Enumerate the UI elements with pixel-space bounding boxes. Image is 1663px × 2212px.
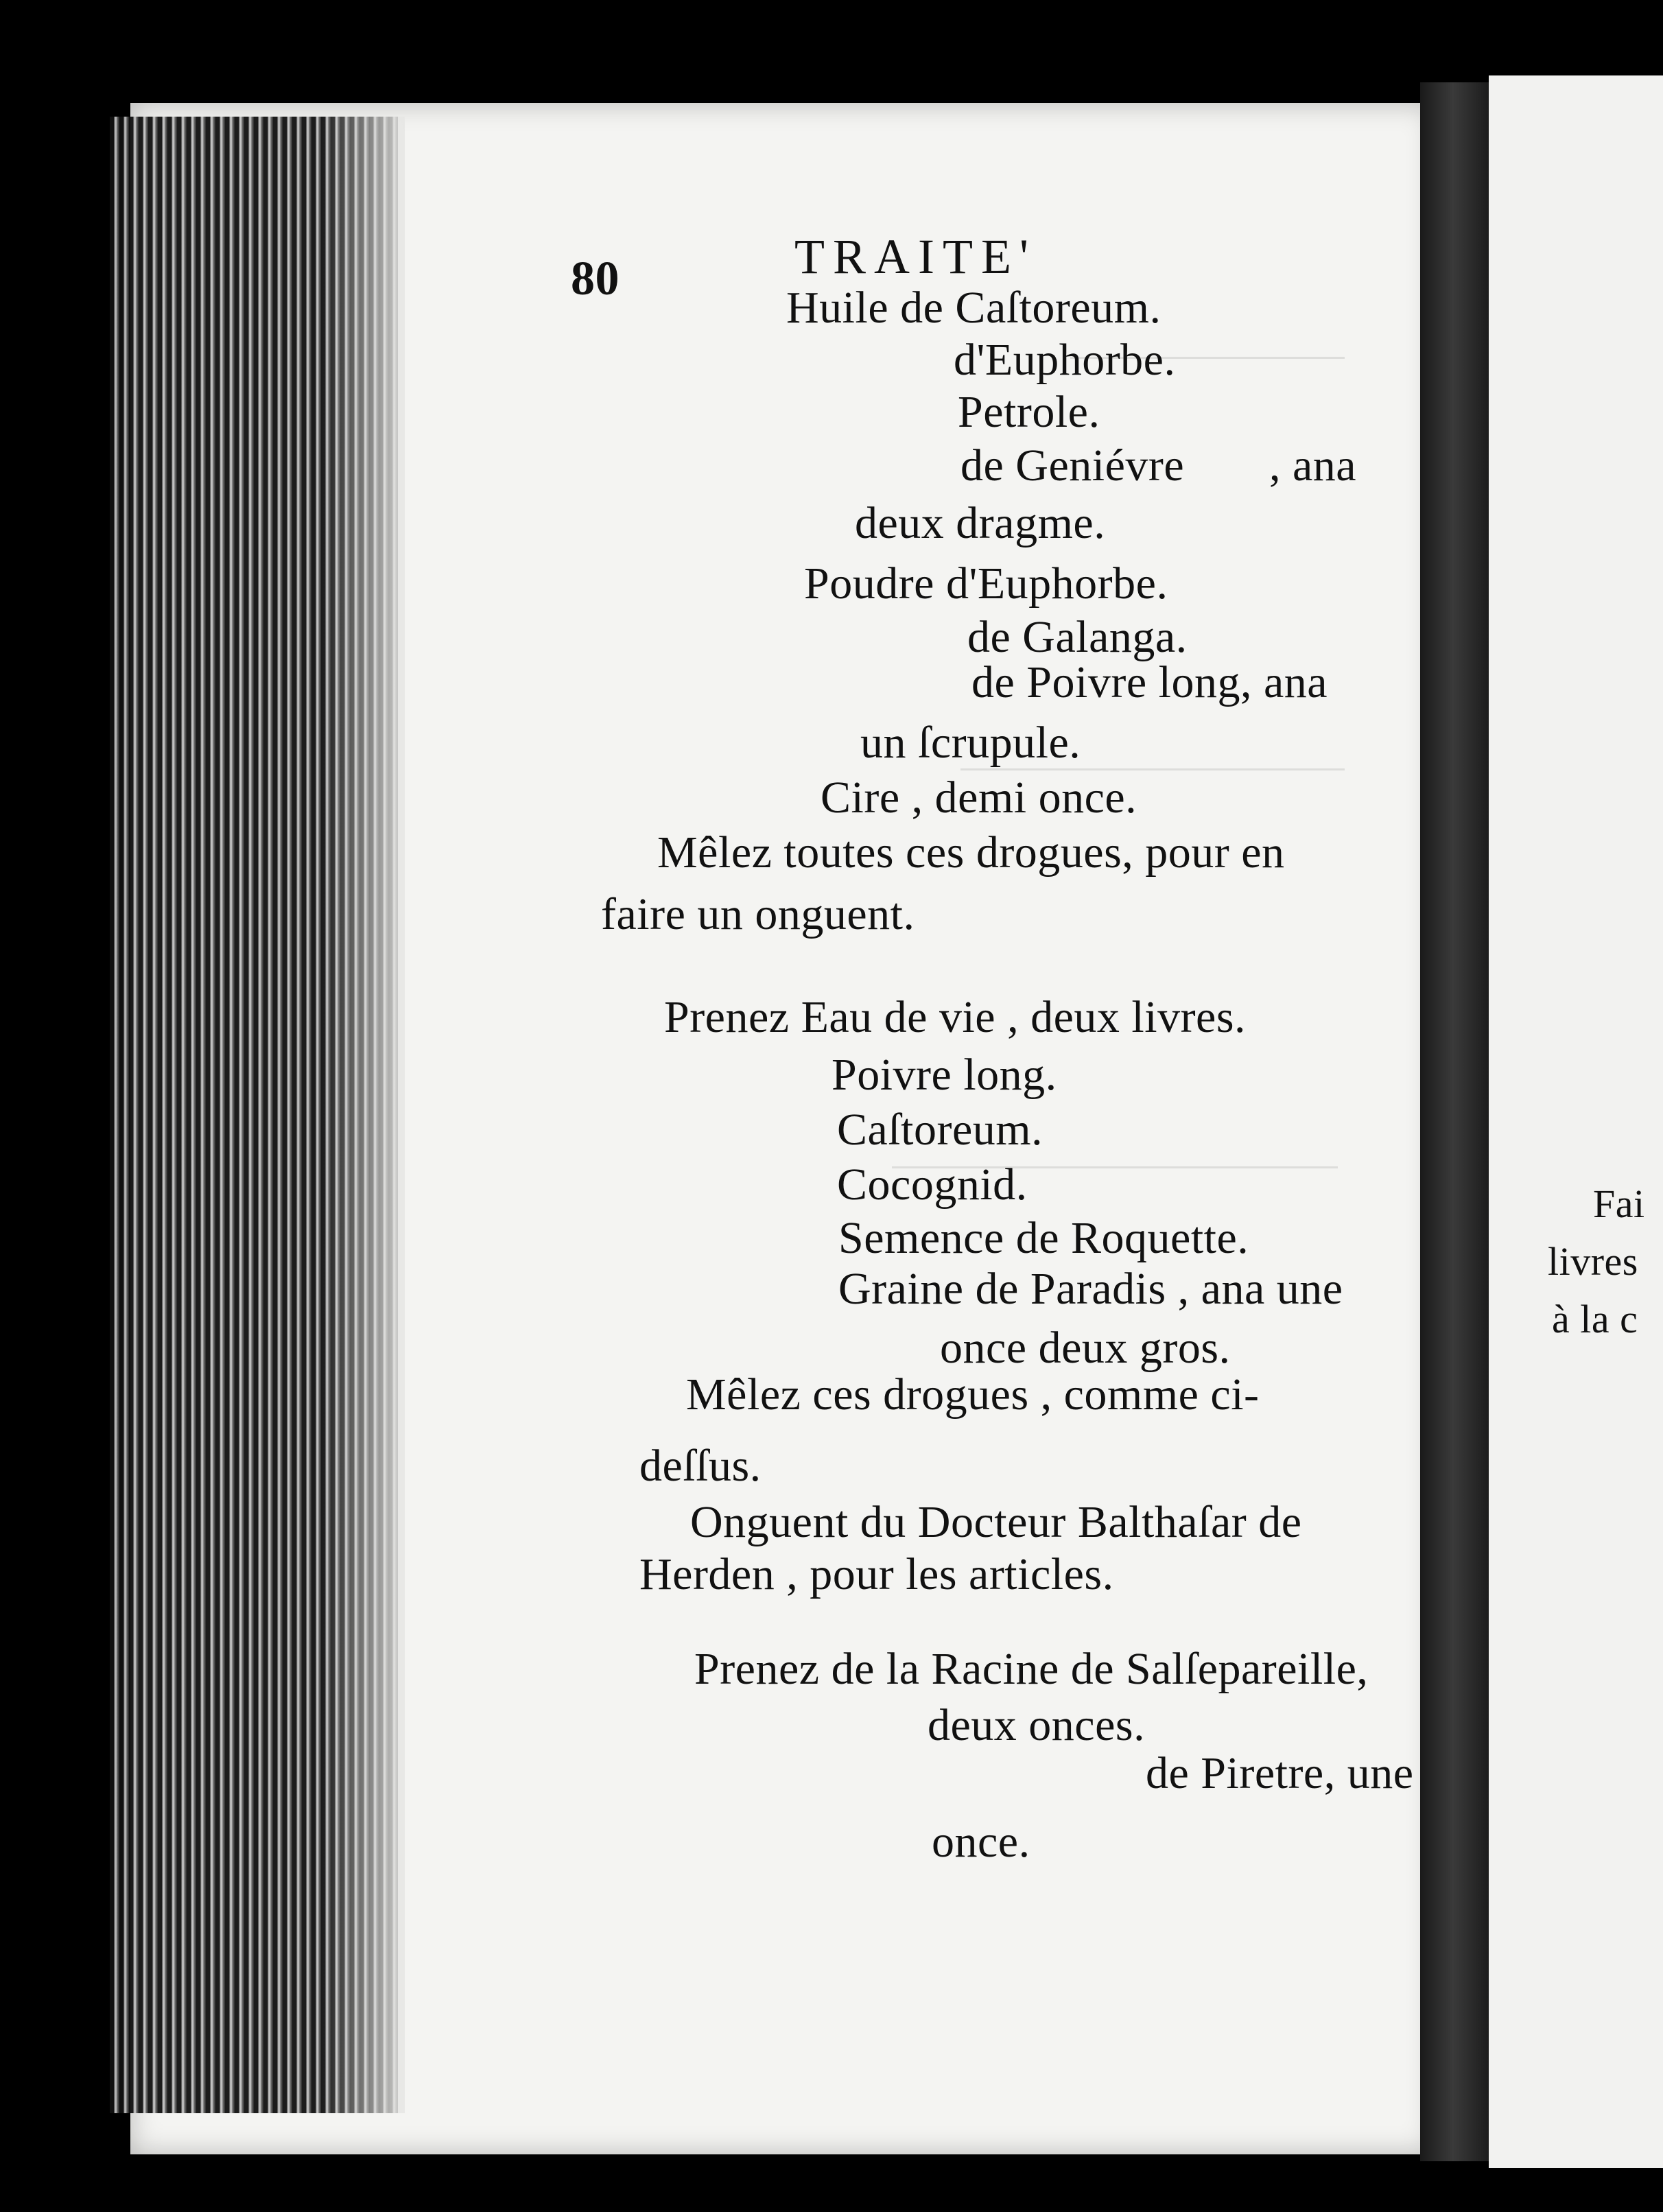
text-line: d'Euphorbe. (954, 335, 1176, 385)
text-line: Onguent du Docteur Balthaſar de (690, 1497, 1302, 1547)
text-line: deſſus. (639, 1441, 762, 1491)
text-line: de Piretre, une (1146, 1748, 1414, 1798)
text-line: Graine de Paradis , ana une (838, 1264, 1343, 1314)
text-line: once deux gros. (940, 1323, 1231, 1373)
text-line: Prenez de la Racine de Salſepareille, (694, 1644, 1369, 1694)
text-line: deux onces. (928, 1700, 1146, 1750)
text-line: once. (932, 1817, 1030, 1867)
text-line: Herden , pour les articles. (639, 1549, 1114, 1599)
text-line: Petrole. (958, 387, 1100, 437)
right-page-fragment: livres (1548, 1239, 1638, 1284)
edge-shadow (322, 117, 405, 2113)
text-line: Caſtoreum. (837, 1105, 1043, 1155)
page-number: 80 (571, 252, 620, 305)
right-page-fragment: à la c (1552, 1297, 1638, 1341)
text-line: de Galanga. (967, 612, 1188, 662)
text-line: de Geniévre (960, 440, 1185, 491)
text-line: Cire , demi once. (821, 773, 1137, 823)
text-line: Semence de Roquette. (838, 1213, 1249, 1263)
text-line: Huile de Caſtoreum. (786, 283, 1161, 333)
text-line: Poudre d'Euphorbe. (804, 558, 1168, 609)
text-line: Cocognid. (837, 1160, 1028, 1210)
text-line: Prenez Eau de vie , deux livres. (664, 992, 1247, 1042)
text-line: un ſcrupule. (860, 718, 1081, 768)
right-page-fragment: Fai (1593, 1181, 1645, 1226)
text-line: faire un onguent. (601, 889, 915, 939)
text-line: de Poivre long, ana (971, 657, 1328, 707)
text-line: Poivre long. (832, 1050, 1057, 1100)
text-line: deux dragme. (855, 498, 1106, 548)
text-line: , ana (1269, 440, 1357, 491)
right-page (1489, 75, 1663, 2168)
running-title: TRAITE' (794, 229, 1037, 284)
text-line: Mêlez toutes ces drogues, pour en (657, 827, 1285, 878)
text-line: Mêlez ces drogues , comme ci- (686, 1369, 1260, 1420)
